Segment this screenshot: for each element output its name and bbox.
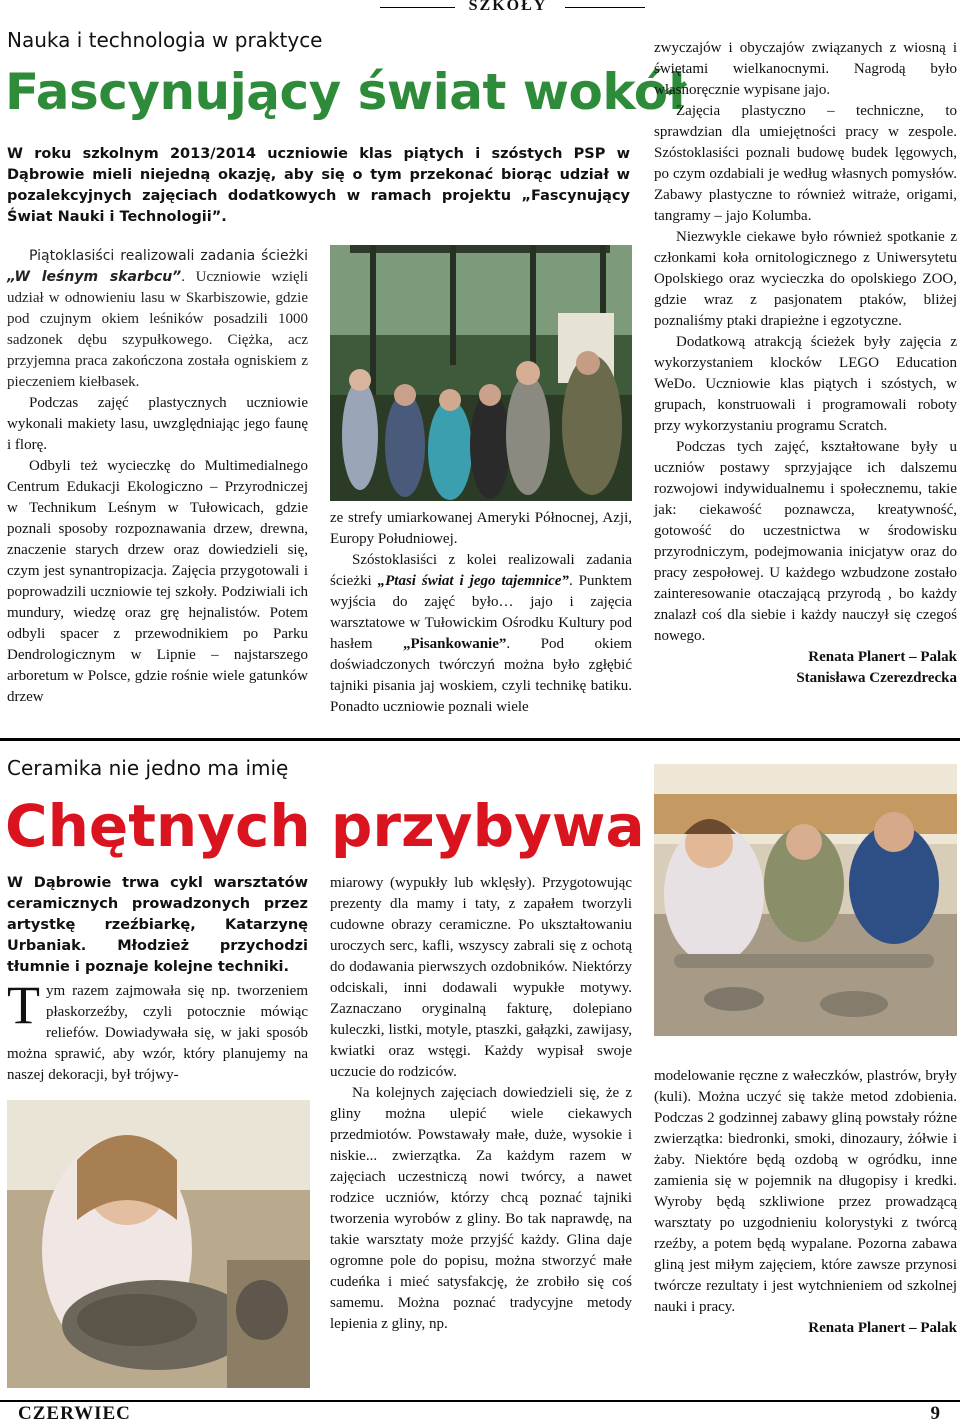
a1-col1-para2: Podczas zajęć plastycznych uczniowie wykonali makiety lasu, uwzględniając jego faunę i florę. (7, 395, 308, 453)
article1-title: Fascynujący świat wokół (5, 63, 686, 121)
photo-girl-sculpting-image (7, 1100, 310, 1388)
article2-lead: W Dąbrowie trwa cykl warsztatów ceramicznych prowadzonych przez artystkę rzeźbiarkę, Katarzynę Urbaniak. Młodzież przychodzi tłumnie i poznaje kolejne techniki. (7, 875, 308, 975)
a1-col3-para1: zwyczajów i obyczajów związanych z wiosną i świętami wielkanocnymi. Nagrodą było własnoręcznie wypisane jajo. (654, 40, 957, 98)
a1-col1-para3: Odbyli też wycieczkę do Multimedialnego Centrum Edukacji Ekologiczno – Przyrodniczej w Technikum Leśnym w Tułowicach, gdzie poznali sposoby rozpoznawania drzew, drewna, znaczenie starych drzew oraz dowiedzieli się, czym jest synantropizacja. Zajęcia przygotowali i poprowadzili uczniowie tej szkoły. Podziwiali ich mundury, wiedzę oraz grę hejnalistów. Potem odbyli spacer z przewodnikiem po Parku Dendrologicznym w Lipnie – najstarszego arboretum w Polsce, gdzie rośnie wiele gatunków drzew (7, 458, 308, 705)
header-rule-right (565, 7, 645, 8)
article2-column-2 (330, 873, 632, 1335)
a1-col3-para2: Zajęcia plastyczno – techniczne, to sprawdzian dla umiejętności pracy w zespole. Szóstoklasiści poznali budowę budek lęgowych, po czym ozdabiali je według własnych pomysłów. Zabawy plastyczne to również witraże, origami, tangramy – jajo Kolumba. (654, 103, 957, 224)
a2-col1-para1: Tym razem zajmowała się np. tworzeniem płaskorzeźby, czyli potocznie mówiąc reliefów. Dowiadywała się, w jaki sposób można sprawić, aby wzór, który planujemy na naszej dekoracji, był trójwy- (7, 975, 308, 1083)
photo-group-outdoor (330, 245, 632, 501)
footer-rule (0, 1400, 960, 1402)
photo-girl-sculpting (7, 1100, 310, 1388)
a1-col2-para2: Szóstoklasiści z kolei realizowali zadania ścieżki „Ptasi świat i jego tajemnice”. Punktem wyjścia do zajęć było… jajo i zajęcia warsztatowe w Tułowickim Ośrodku Kultury pod hasłem „Pisankowanie”. Pod okiem doświadczonych twórczyń można było zgłębić tajniki pisania jaj woskiem, czyli technikę batiku. Ponadto uczniowie poznali wiele (330, 552, 632, 715)
footer-month: CZERWIEC (18, 1403, 131, 1424)
a1-col3-para5: Podczas tych zajęć, kształtowane były u uczniów postawy sprzyjające ich dalszemu rozwojowi indywidualnemu i społecznemu, takie jak: ciekawość poznawcza, kreatywność, gotowość do uczestnictwa w środowisku przyrodniczym, podejmowania inicjatyw oraz do pracy zespołowej. U każdego wzbudzone zostało zainteresowanie otaczającą przyrodą , bo każdy znalazł coś dla siebie i każdy nauczył się czegoś nowego. (654, 439, 957, 644)
a1-col3-para4: Dodatkową atrakcją ścieżek były zajęcia z wykorzystaniem klocków LEGO Education WeDo. Uczniowie klas piątych i szóstych, w grupach, konstruowali i programowali roboty przy wykorzystaniu programu Scratch. (654, 334, 957, 434)
a1-col1-para1: Piątoklasiści realizowali zadania ścieżki „W leśnym skarbcu”. Uczniowie wzięli udział w odnowieniu lasu w Skarbiszowie, gdzie pod czujnym okiem leśników posadzili 1000 sadzonek dębu szypułkowego. Ciężka, acz przyjemna praca zakończona została ogniskiem z pieczeniem kiełbasek. (7, 248, 308, 390)
a2-col3-para1: modelowanie ręczne z wałeczków, plastrów, bryły (kuli). Można uczyć się także metod zdobienia. Podczas 2 godzinnej zabawy gliną powstały różne zwierzątka: biedronki, smoki, dinozaury, żółwie i żaby. Niektóre będą ozdobą w ogródku, inne zamienia się w pojemnik na długopisy i kredki. Wyroby będą szkliwione przez prowadzącą warsztaty po uzgodnieniu kolorystyki z twórcą rzeźby, a potem będą wypalane. Pozorna zabawa gliną jest miłym zajęciem, które zawsze przynosi twórcze rezultaty i jest wytchnieniem od szkolnej nauki i pracy. (654, 1068, 957, 1315)
photo-ceramics-class-image (654, 764, 957, 1036)
article-separator (0, 738, 960, 741)
article2-column-1 (7, 975, 308, 1086)
article1-lead: W roku szkolnym 2013/2014 uczniowie klas piątych i szóstych PSP w Dąbrowie mieli niejedną okazję, aby się o tym przekonać biorąc udział w pozalekcyjnych zajęciach dodatkowych w ramach projektu „Fascynujący Świat Nauki i Technologii”. (7, 146, 630, 225)
a1-col3-para3: Niezwykle ciekawe było również spotkanie z członkami koła ornitologicznego z Uniwersytetu Opolskiego oraz wycieczka do opolskiego ZOO, gdzie wraz z pasjonatem ptaków, bliżej poznaliśmy ptaki drapieżne i egzotyczne. (654, 229, 957, 329)
header-rule-left (380, 7, 455, 8)
article2-title: Chętnych przybywa (5, 792, 645, 860)
article1-kicker: Nauka i technologia w praktyce (7, 28, 323, 52)
photo-group-outdoor-image (330, 245, 632, 501)
section-label: SZKOŁY (468, 0, 548, 14)
article1-column-1 (7, 246, 308, 708)
a1-signature-1: Renata Planert – Palak (808, 649, 957, 665)
dropcap-letter: T (7, 975, 40, 1035)
a1-signature-2: Stanisława Czerezdrecka (796, 670, 957, 686)
a2-col2-para1: miarowy (wypukły lub wklęsły). Przygotowując prezenty dla mamy i taty, z zapałem tworzyli cudowne obrazy ceramiczne. Po ukształtowaniu uroczych serc, kafli, wszyscy zabrali się z ochotą do dodawania pierwszych ozdobników. Niektórzy odciskali, inni dodawali wypukłe motywy. Zaznaczano oryginalną fakturę, dolepiano kuleczki, listki, motyle, ptaszki, gałązki, zawijasy, kwiatki oraz wstęgi. Każdy wypisał swoje uczucie do rodziców. (330, 875, 632, 1080)
footer-page-number: 9 (930, 1403, 940, 1424)
article1-column-3 (654, 38, 957, 689)
a1-col2-para1: ze strefy umiarkowanej Ameryki Północnej, Azji, Europy Południowej. (330, 510, 632, 547)
article2-kicker: Ceramika nie jedno ma imię (7, 756, 289, 780)
article1-column-2 (330, 508, 632, 718)
article2-column-3 (654, 1066, 957, 1339)
a2-signature: Renata Planert – Palak (808, 1320, 957, 1336)
photo-ceramics-class (654, 764, 957, 1036)
a2-col2-para2: Na kolejnych zajęciach dowiedzieli się, że z gliny można ulepić wiele ciekawych przedmiotów. Powstawały małe, duże, wysokie i niskie... zwierzątka. Za każdym razem w zajęciach uczestniczą nowi twórcy, a nawet rodzice uczniów, którzy chcą poznać tajniki tworzenia wyrobów z gliny. Bo tak naprawdę, na takie warsztaty może przyjść każdy. Glina daje ogromne pole do popisu, można stworzyć małe cudeńka i mieć satysfakcję, że zrobiło się coś samemu. Można poznać tradycyjne metody lepienia z gliny, np. (330, 1085, 632, 1332)
